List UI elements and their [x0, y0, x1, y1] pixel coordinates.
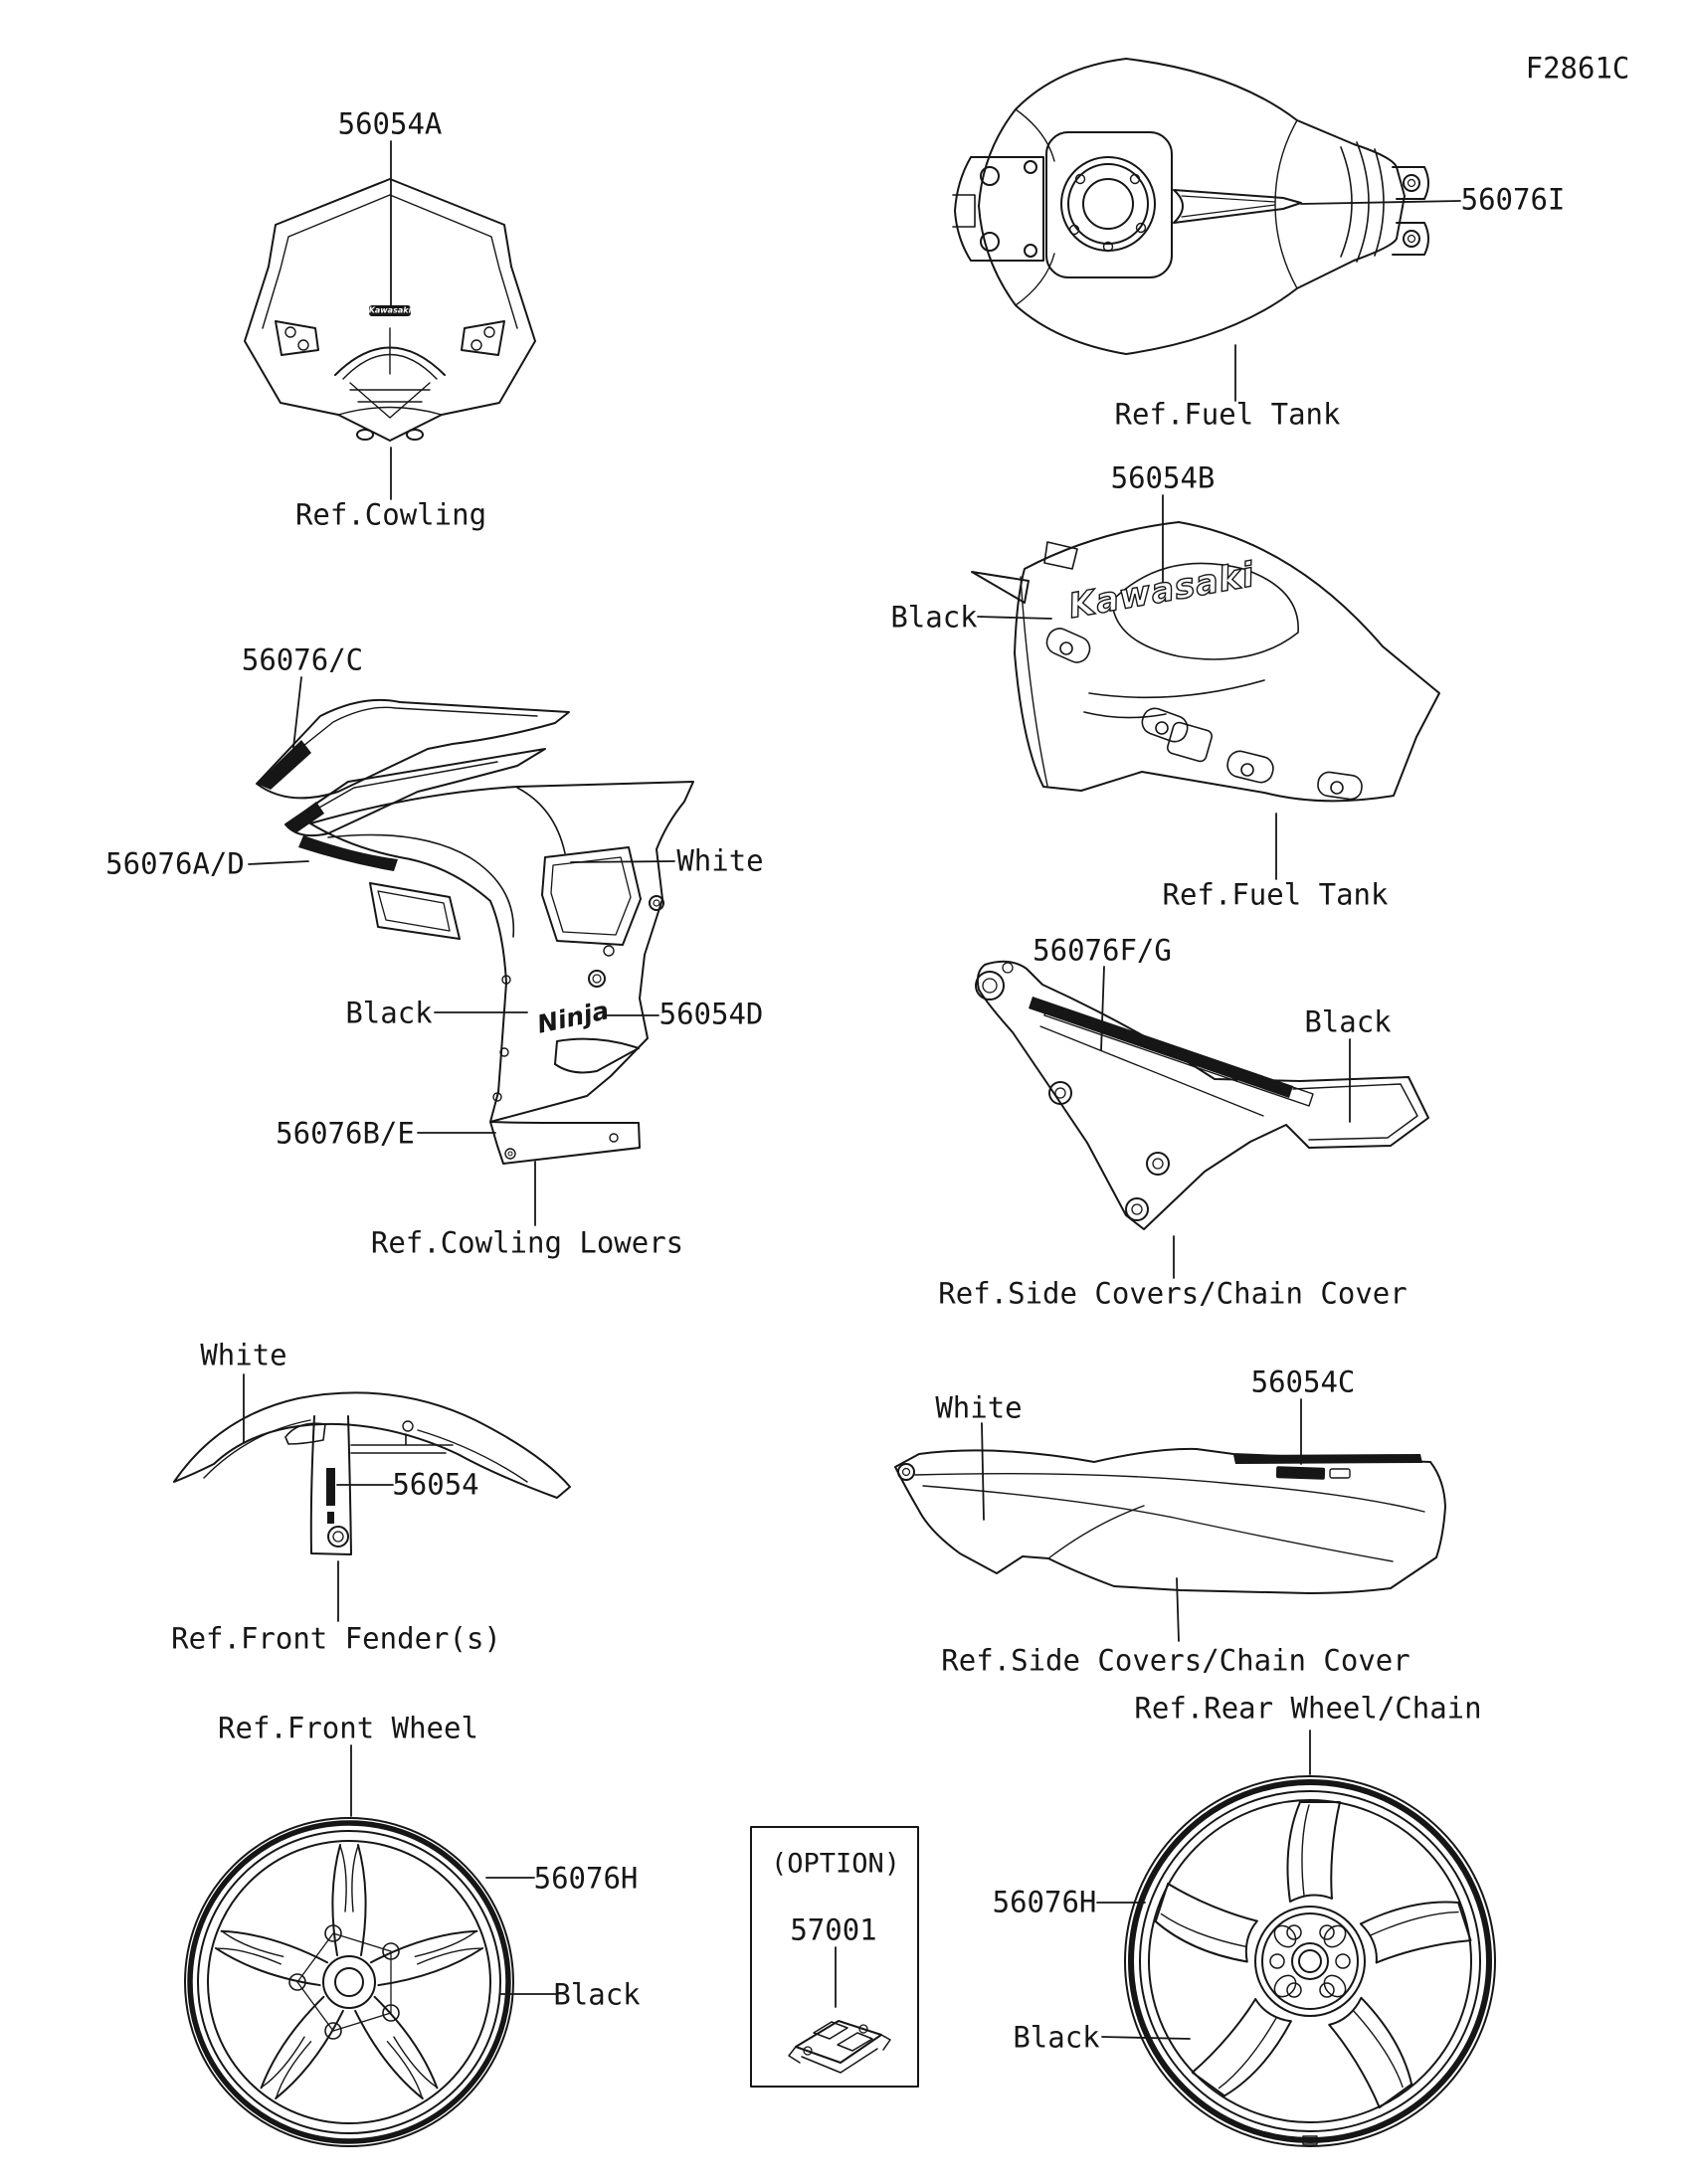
ref-label-side-covers-lower: Ref.Side Covers/Chain Cover — [941, 1643, 1410, 1678]
color-label-black-front-wheel: Black — [553, 1977, 641, 2012]
fuel-tank-top-drawing — [953, 59, 1428, 354]
part-label-56076H-rear: 56076H — [992, 1885, 1097, 1919]
part-label-56076I: 56076I — [1460, 182, 1566, 217]
kawasaki-tank-logo: Kawasaki — [1065, 554, 1258, 628]
part-label-56076A-D: 56076A/D — [105, 846, 245, 881]
ninja-cowling-logo: Ninja — [534, 996, 612, 1039]
side-cover-lower-drawing — [895, 1449, 1445, 1593]
front-wheel-drawing — [185, 1818, 513, 2146]
part-label-56054C: 56054C — [1250, 1365, 1356, 1399]
ref-label-cowling-lowers: Ref.Cowling Lowers — [370, 1225, 684, 1260]
side-cover-upper-drawing — [976, 962, 1428, 1229]
ref-label-front-wheel: Ref.Front Wheel — [218, 1711, 478, 1745]
ref-label-fuel-tank-side: Ref.Fuel Tank — [1162, 877, 1389, 912]
part-label-56076H-front: 56076H — [533, 1861, 639, 1896]
color-label-black-cowling: Black — [345, 996, 433, 1030]
cowling-lowers-drawing — [257, 700, 693, 1164]
ref-label-fuel-tank-top: Ref.Fuel Tank — [1114, 397, 1341, 432]
ref-label-front-fender: Ref.Front Fender(s) — [171, 1621, 501, 1656]
color-label-black-tank: Black — [890, 600, 978, 635]
rear-wheel-drawing — [1125, 1776, 1495, 2146]
color-label-black-rear-wheel: Black — [1013, 2020, 1100, 2055]
figure-code: F2861C — [1525, 51, 1630, 86]
part-label-56076F-G: 56076F/G — [1033, 933, 1172, 968]
part-label-56054: 56054 — [392, 1467, 479, 1502]
part-label-56054B: 56054B — [1110, 460, 1216, 495]
option-label: (OPTION) — [770, 1848, 901, 1880]
ref-label-cowling: Ref.Cowling — [294, 497, 487, 532]
ref-label-side-covers-upper: Ref.Side Covers/Chain Cover — [938, 1276, 1408, 1311]
part-label-56076-C: 56076/C — [241, 642, 364, 677]
part-label-56054A: 56054A — [337, 106, 443, 141]
kawasaki-cowling-logo: Kawasaki — [368, 305, 412, 315]
front-fender-drawing — [174, 1392, 570, 1554]
part-label-57001: 57001 — [790, 1912, 877, 1947]
part-label-56054D: 56054D — [658, 997, 764, 1031]
part-label-56076B-E: 56076B/E — [276, 1116, 415, 1151]
ref-label-rear-wheel: Ref.Rear Wheel/Chain — [1134, 1691, 1482, 1726]
color-label-white-tail: White — [935, 1390, 1023, 1425]
color-label-white-cowling: White — [676, 843, 764, 878]
color-label-white-fender: White — [200, 1338, 287, 1372]
color-label-black-side-cover: Black — [1304, 1004, 1392, 1039]
